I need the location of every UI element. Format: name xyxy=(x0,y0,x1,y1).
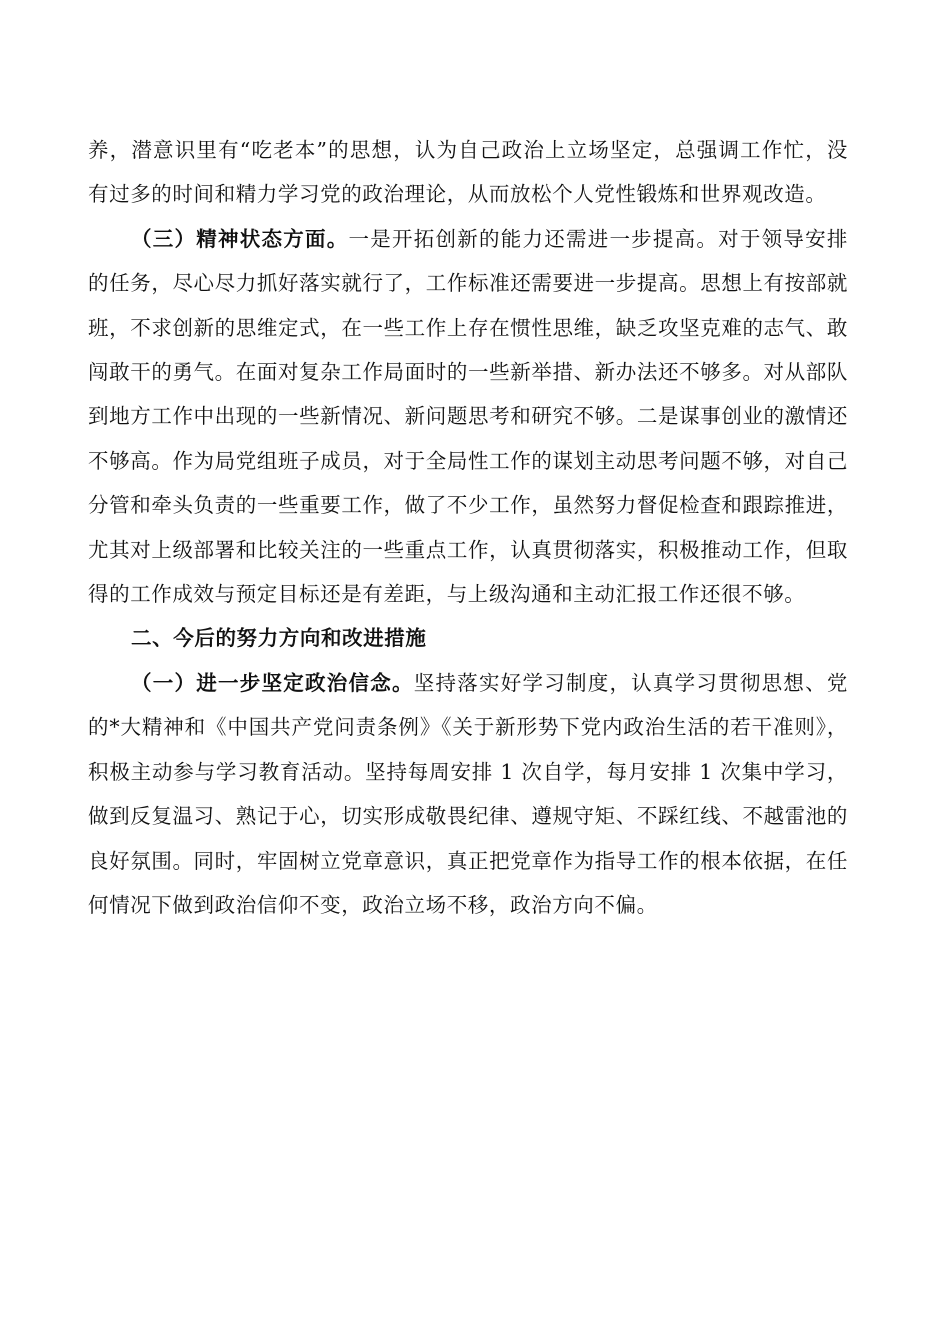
paragraph-continuation xyxy=(88,128,848,217)
paragraph-text: 养，潜意识里有“吃老本”的思想，认为自己政治上立场坚定，总强调工作忙，没有过多的时间和精力学习党的政治理论，从而放松个人党性锻炼和世界观改造。 xyxy=(88,138,848,207)
section-heading xyxy=(88,616,848,660)
document-body xyxy=(88,128,848,927)
paragraph-lead: （三）精神状态方面。 xyxy=(131,226,349,251)
paragraph-spirit-state xyxy=(88,217,848,617)
section-heading-text: 二、今后的努力方向和改进措施 xyxy=(131,626,427,651)
paragraph-political-belief xyxy=(88,661,848,927)
paragraph-text: 坚持落实好学习制度，认真学习贯彻思想、党的*大精神和《中国共产党问责条例》《关于新形势下党内政治生活的若干准则》，积极主动参与学习教育活动。坚持每周安排 1 次自学，每月安排 1 次集中学习，做到反复温习、熟记于心，切实形成敬畏纪律、遵规守矩、不踩红线、不越雷池的良好氛围。同时，牢固树立党章意识，真正把党章作为指导工作的根本依据，在任何情况下做到政治信仰不变，政治立场不移，政治方向不偏。 xyxy=(88,670,848,917)
paragraph-text: 一是开拓创新的能力还需进一步提高。对于领导安排的任务，尽心尽力抓好落实就行了，工作标准还需要进一步提高。思想上有按部就班，不求创新的思维定式，在一些工作上存在惯性思维，缺乏攻坚克难的志气、敢闯敢干的勇气。在面对复杂工作局面时的一些新举措、新办法还不够多。对从部队到地方工作中出现的一些新情况、新问题思考和研究不够。二是谋事创业的激情还不够高。作为局党组班子成员，对于全局性工作的谋划主动思考问题不够，对自己分管和牵头负责的一些重要工作，做了不少工作，虽然努力督促检查和跟踪推进，尤其对上级部署和比较关注的一些重点工作，认真贯彻落实，积极推动工作，但取得的工作成效与预定目标还是有差距，与上级沟通和主动汇报工作还很不够。 xyxy=(88,226,848,607)
paragraph-lead: （一）进一步坚定政治信念。 xyxy=(131,670,414,695)
